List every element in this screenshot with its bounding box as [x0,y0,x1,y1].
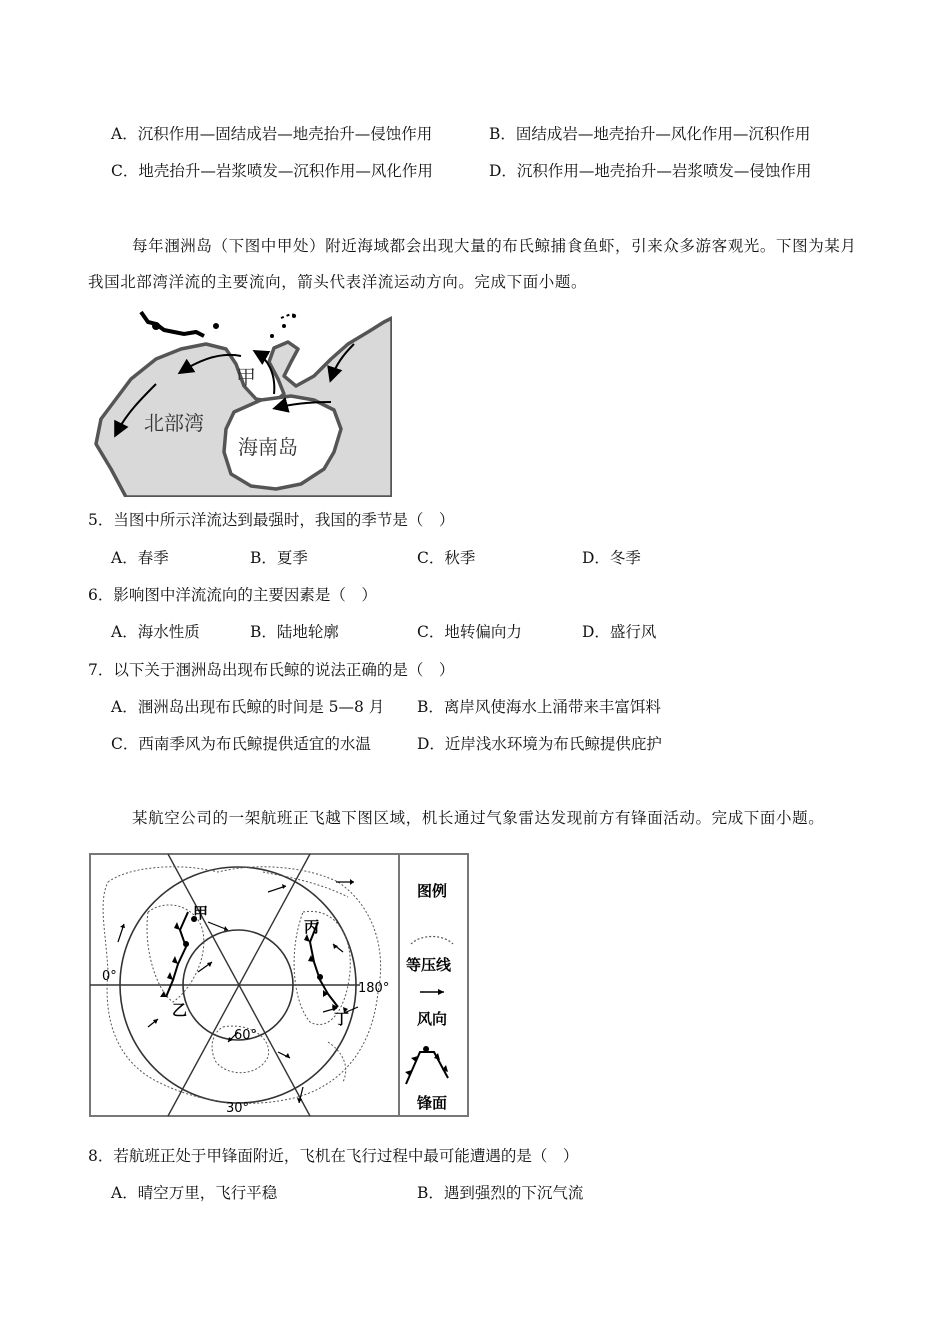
q4-option-b: B．固结成岩—地壳抬升—风化作用—沉积作用 [489,125,811,143]
intro-paragraph-1: 每年涠洲岛（下图中甲处）附近海域都会出现大量的布氏鲸捕食鱼虾，引来众多游客观光。下图为某月我国北部湾洋流的主要流向，箭头代表洋流运动方向。完成下面小题。 [88,237,857,291]
q6-option-d: D．盛行风 [582,623,657,641]
q6-stem: 6．影响图中洋流流向的主要因素是（ ） [88,586,377,604]
beibu-gulf-map [86,304,392,497]
q5-option-a: A．春季 [111,549,169,567]
q8-stem: 8．若航班正处于甲锋面附近，飞机在飞行过程中最可能遭遇的是（ ） [88,1147,579,1165]
map1-label-jia: 甲 [236,365,256,389]
legend-front: 锋面 [417,1094,448,1112]
map1-label-hainan: 海南岛 [238,435,298,459]
q5-stem: 5．当图中所示洋流达到最强时，我国的季节是（ ） [88,511,455,529]
map2-lon-180: 180° [358,981,390,996]
q8-option-a: A．晴空万里，飞行平稳 [111,1184,278,1202]
map2-lat-60: 60° [234,1028,258,1043]
q7-option-d: D．近岸浅水环境为布氏鲸提供庇护 [417,735,662,753]
q8-option-b: B．遇到强烈的下沉气流 [417,1184,584,1202]
legend-isobar: 等压线 [406,956,452,974]
polar-front-map [88,852,470,1118]
legend-title: 图例 [417,882,448,900]
map2-label-ding: 丁 [334,1010,350,1028]
q7-option-a: A．涠洲岛出现布氏鲸的时间是 5—8 月 [111,698,385,716]
q5-option-d: D．冬季 [582,549,641,567]
map2-lat-30: 30° [226,1101,250,1116]
map1-label-gulf: 北部湾 [144,411,204,435]
q6-option-c: C．地转偏向力 [417,623,522,641]
q4-option-d: D．沉积作用—地壳抬升—岩浆喷发—侵蚀作用 [489,162,812,180]
q4-option-a: A．沉积作用—固结成岩—地壳抬升—侵蚀作用 [111,125,433,143]
q5-option-b: B．夏季 [250,549,308,567]
q7-option-b: B．离岸风使海水上涌带来丰富饵料 [417,698,661,716]
map2-lon-0: 0° [102,969,117,984]
map2-label-yi: 乙 [172,1001,188,1019]
q6-option-b: B．陆地轮廓 [250,623,339,641]
legend-wind: 风向 [417,1010,448,1028]
q5-option-c: C．秋季 [417,549,476,567]
q4-option-c: C．地壳抬升—岩浆喷发—沉积作用—风化作用 [111,162,433,180]
map2-label-bing: 丙 [304,918,320,936]
q6-option-a: A．海水性质 [111,623,200,641]
q7-option-c: C．西南季风为布氏鲸提供适宜的水温 [111,735,371,753]
map2-label-jia: 甲 [193,904,209,922]
q7-stem: 7．以下关于涠洲岛出现布氏鲸的说法正确的是（ ） [88,661,455,679]
intro-paragraph-2: 某航空公司的一架航班正飞越下图区域，机长通过气象雷达发现前方有锋面活动。完成下面小题。 [132,809,825,827]
